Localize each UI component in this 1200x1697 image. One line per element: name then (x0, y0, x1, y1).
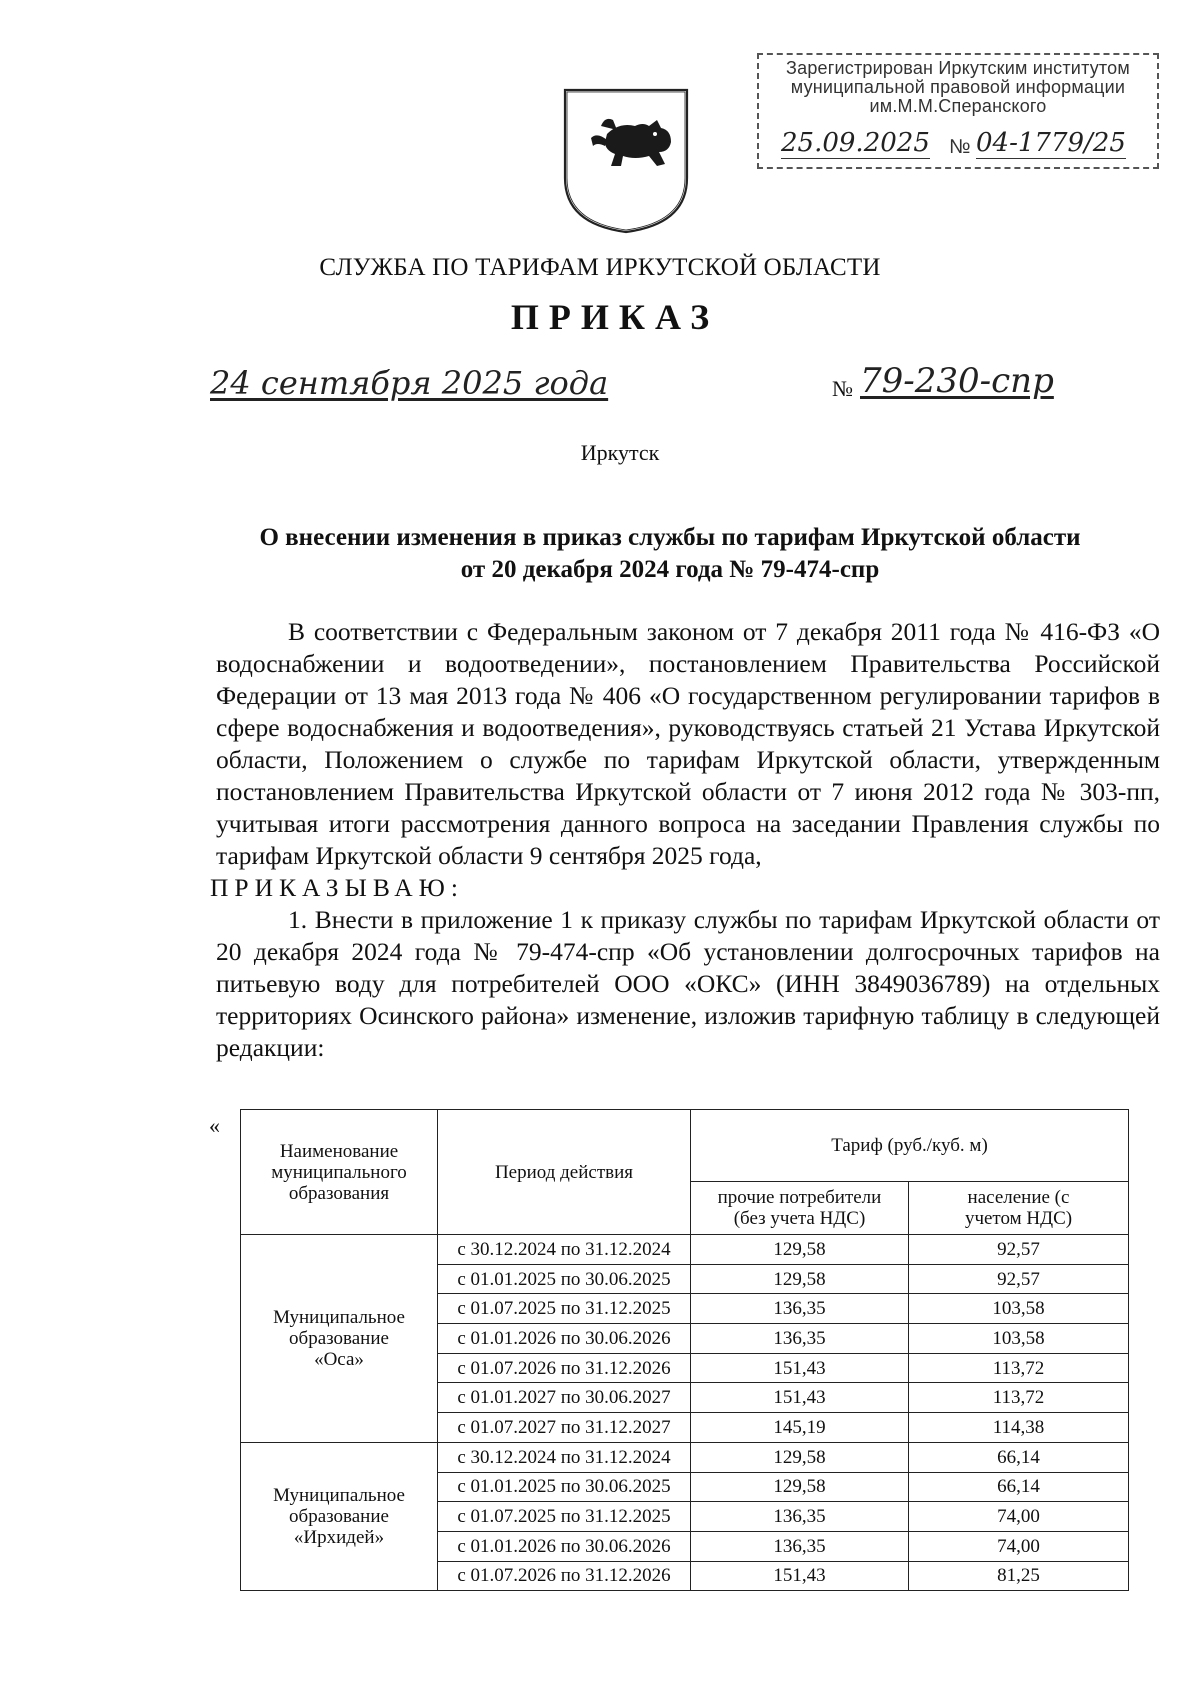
tariff-other-cell: 129,58 (691, 1472, 909, 1502)
header-period: Период действия (438, 1110, 691, 1235)
tariff-other-cell: 136,35 (691, 1531, 909, 1561)
tariff-other-cell: 151,43 (691, 1353, 909, 1383)
tariff-population-cell: 74,00 (909, 1502, 1129, 1532)
period-cell: с 01.01.2027 по 30.06.2027 (438, 1383, 691, 1413)
tariff-population-cell: 92,57 (909, 1264, 1129, 1294)
tariff-other-cell: 151,43 (691, 1383, 909, 1413)
tariff-population-cell: 113,72 (909, 1383, 1129, 1413)
period-cell: с 01.01.2025 по 30.06.2025 (438, 1264, 691, 1294)
order-word: ПРИКАЗЫВАЮ: (210, 873, 464, 902)
header-other-consumers: прочие потребители (без учета НДС) (691, 1182, 909, 1235)
title-line-1: О внесении изменения в приказ службы по тарифам Иркутской области (259, 524, 1081, 551)
table-row (241, 1235, 1129, 1265)
stamp-line-3: им.М.М.Сперанского (869, 96, 1047, 116)
tariff-other-cell: 129,58 (691, 1235, 909, 1265)
agency-name: СЛУЖБА ПО ТАРИФАМ ИРКУТСКОЙ ОБЛАСТИ (319, 254, 881, 281)
tariff-other-cell: 136,35 (691, 1502, 909, 1532)
header-tariff: Тариф (руб./куб. м) (691, 1110, 1129, 1182)
tariff-population-cell: 66,14 (909, 1472, 1129, 1502)
tariff-population-cell: 103,58 (909, 1324, 1129, 1354)
document-title (180, 522, 1160, 586)
tariff-table-body (241, 1235, 1129, 1591)
coat-of-arms-emblem (561, 86, 691, 236)
tariff-other-cell: 129,58 (691, 1264, 909, 1294)
period-cell: с 01.01.2025 по 30.06.2025 (438, 1472, 691, 1502)
period-cell: с 01.07.2026 по 31.12.2026 (438, 1561, 691, 1591)
title-line-2: от 20 декабря 2024 года № 79-474-спр (460, 556, 880, 583)
tariff-other-cell: 136,35 (691, 1294, 909, 1324)
period-cell: с 30.12.2024 по 31.12.2024 (438, 1235, 691, 1265)
registration-stamp (757, 53, 1159, 169)
open-quote-mark: « (209, 1113, 220, 1138)
tariff-population-cell: 113,72 (909, 1353, 1129, 1383)
stamp-reg-date: 25.09.2025 (781, 128, 930, 158)
stamp-reg-no: 04-1779/25 (976, 128, 1126, 158)
tariff-population-cell: 74,00 (909, 1531, 1129, 1561)
stamp-line-2: муниципальной правовой информации (790, 77, 1126, 97)
preamble-paragraph: В соответствии с Федеральным законом от 7 декабря 2011 года № 416-ФЗ «О водоснабжении и водоотведении», постановлением Правительства Российской Федерации от 13 мая 2013 года № 406 «О государственном регулировании тарифов в сфере водоснабжения и водоотведения», руководствуясь статьей 21 Устава Иркутской области, Положением о службе по тарифам Иркутской области, утвержденным постановлением Правительства Иркутской области от 7 июня 2012 года № 303-пп, учитывая итоги рассмотрения данного вопроса на заседании Правления службы по тарифам Иркутской области 9 сентября 2025 года, (216, 617, 1160, 870)
municipality-cell: Муниципальное образование «Ирхидей» (241, 1442, 438, 1590)
tariff-population-cell: 92,57 (909, 1235, 1129, 1265)
document-type: ПРИКАЗ (510, 297, 720, 337)
tariff-population-cell: 81,25 (909, 1561, 1129, 1591)
table-row (241, 1442, 1129, 1472)
document-body (210, 616, 1160, 1064)
tariff-table (240, 1109, 1129, 1591)
city: Иркутск (580, 440, 660, 465)
tariff-population-cell: 114,38 (909, 1413, 1129, 1443)
clause-1-paragraph: 1. Внести в приложение 1 к приказу службы по тарифам Иркутской области от 20 декабря 2024 года № 79-474-спр «Об установлении долгосрочных тарифов на питьевую воду для потребителей ООО «ОКС» (ИНН 3849036789) на отдельных территориях Осинского района» изменение, изложив тарифную таблицу в следующей редакции: (216, 905, 1160, 1062)
period-cell: с 01.07.2027 по 31.12.2027 (438, 1413, 691, 1443)
period-cell: с 01.01.2026 по 30.06.2026 (438, 1531, 691, 1561)
period-cell: с 01.07.2026 по 31.12.2026 (438, 1353, 691, 1383)
tariff-population-cell: 103,58 (909, 1294, 1129, 1324)
header-population: население (с учетом НДС) (909, 1182, 1129, 1235)
order-date: 24 сентября 2025 года (210, 364, 609, 402)
order-number: 79-230-спр (860, 361, 1054, 401)
stamp-line-1: Зарегистрирован Иркутским институтом (786, 58, 1130, 78)
tariff-other-cell: 151,43 (691, 1561, 909, 1591)
period-cell: с 30.12.2024 по 31.12.2024 (438, 1442, 691, 1472)
period-cell: с 01.07.2025 по 31.12.2025 (438, 1502, 691, 1532)
tariff-other-cell: 136,35 (691, 1324, 909, 1354)
period-cell: с 01.01.2026 по 30.06.2026 (438, 1324, 691, 1354)
municipality-cell: Муниципальное образование «Оса» (241, 1235, 438, 1443)
tariff-other-cell: 145,19 (691, 1413, 909, 1443)
period-cell: с 01.07.2025 по 31.12.2025 (438, 1294, 691, 1324)
tariff-population-cell: 66,14 (909, 1442, 1129, 1472)
tariff-other-cell: 129,58 (691, 1442, 909, 1472)
stamp-registration-row (771, 130, 1146, 162)
order-number-label: № (832, 376, 853, 401)
header-municipality: Наименование муниципального образования (241, 1110, 438, 1235)
stamp-reg-no-label: № (949, 136, 971, 158)
